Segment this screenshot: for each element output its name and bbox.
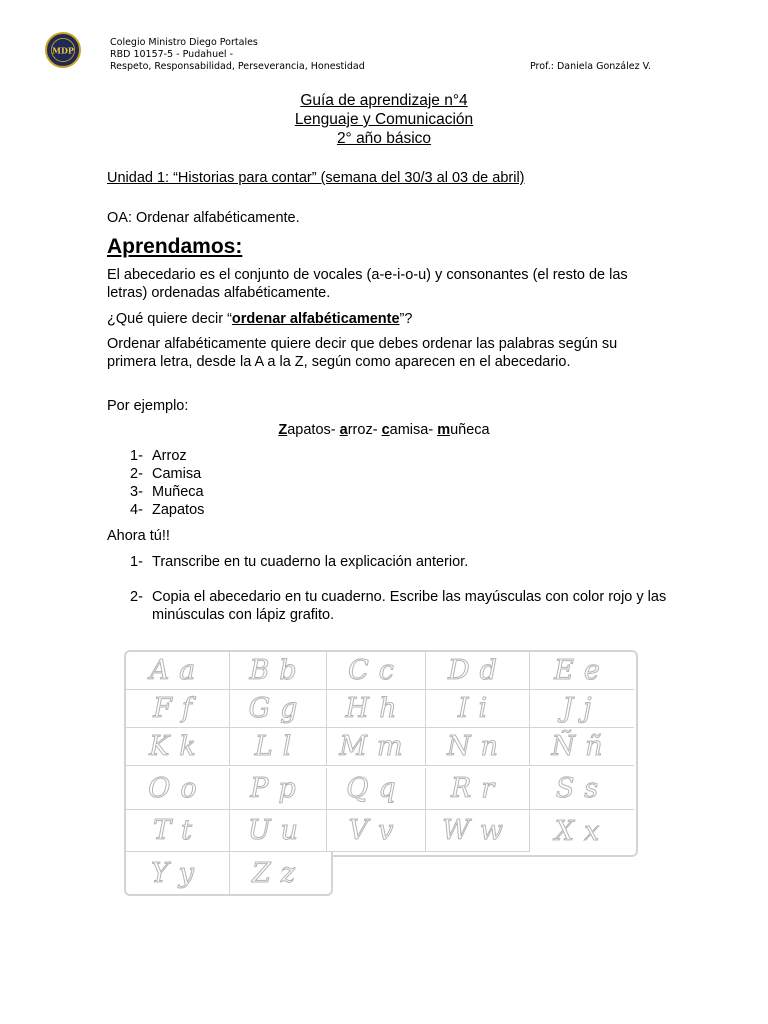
alphabet-cell: Uu [230, 810, 327, 852]
alphabet-cell: Gg [230, 690, 327, 728]
alphabet-cell: Cc [327, 652, 426, 690]
alphabet-cell: Vv [327, 810, 426, 852]
alphabet-cell: Yy [126, 852, 230, 894]
alphabet-cell: Ww [426, 810, 530, 852]
alphabet-cell: Ff [126, 690, 230, 728]
alphabet-cell: Pp [230, 768, 327, 810]
example-words [0, 422, 768, 438]
instruction-text: Transcribe en tu cuaderno la explicación anterior. [152, 554, 469, 570]
example-initial: Z [278, 422, 288, 438]
alphabet-cell: Aa [126, 652, 230, 690]
question-line [107, 310, 667, 328]
alphabet-cell: Zz [252, 857, 305, 889]
alphabet-cell: Kk [126, 728, 230, 766]
instruction-item [130, 588, 670, 624]
learning-objective: OA: Ordenar alfabéticamente. [107, 210, 300, 226]
instruction-text: Copia el abecedario en tu cuaderno. Escribe las mayúsculas con color rojo y las minúsculas con lápiz grafito. [152, 589, 667, 623]
list-item-number: 1- [130, 448, 143, 464]
question-suffix: ”? [399, 311, 413, 327]
list-item [130, 465, 204, 483]
example-initial: m [437, 422, 451, 438]
alphabet-cell: Nn [426, 728, 530, 766]
alphabet-cell: Ee [530, 652, 634, 690]
example-rest: uñeca [450, 422, 490, 438]
unit-heading: Unidad 1: “Historias para contar” (semana del 30/3 al 03 de abril) [107, 170, 525, 186]
instruction-number: 1- [130, 554, 143, 570]
question-highlight: ordenar alfabéticamente [231, 311, 400, 327]
alphabet-cell: Oo [126, 768, 230, 810]
list-item-text: Camisa [152, 466, 202, 482]
school-rbd: RBD 10157-5 - Pudahuel - [110, 49, 234, 60]
grade-title: 2° año básico [336, 130, 432, 147]
alphabet-cell: Jj [530, 690, 634, 728]
guide-title: Guía de aprendizaje n°4 [300, 92, 468, 109]
logo-text: MDP [52, 45, 74, 56]
instruction-number: 2- [130, 589, 143, 605]
alphabet-cell: Dd [426, 652, 530, 690]
list-item-number: 4- [130, 502, 143, 518]
list-item [130, 447, 204, 465]
list-item-text: Zapatos [152, 502, 205, 518]
instruction-item [130, 553, 670, 571]
alphabet-chart [124, 650, 636, 895]
alphabet-cell: Ss [530, 768, 634, 810]
example-rest: amisa- [389, 422, 438, 438]
alphabet-cell: Qq [327, 768, 426, 810]
teacher-name: Prof.: Daniela González V. [530, 61, 651, 72]
activity-label: Ahora tú!! [107, 528, 170, 544]
list-item-text: Muñeca [152, 484, 204, 500]
list-item-text: Arroz [152, 448, 187, 464]
explanation-paragraph: Ordenar alfabéticamente quiere decir que debes ordenar las palabras según su primera letra, desde la A a la Z, según como aparecen en el abecedario. [107, 336, 618, 370]
alphabet-cell: Ññ [530, 728, 634, 766]
alphabet-cell: Ii [426, 690, 530, 728]
ordered-list [130, 447, 204, 519]
list-item-number: 2- [130, 466, 143, 482]
example-initial: c [381, 422, 390, 438]
example-rest: apatos- [287, 422, 340, 438]
alphabet-cell: Rr [426, 768, 530, 810]
alphabet-cell: Ll [230, 728, 327, 766]
list-item-number: 3- [130, 484, 143, 500]
alphabet-cell: Mm [327, 728, 426, 766]
alphabet-cell: Xx [554, 815, 610, 847]
list-item [130, 483, 204, 501]
example-label: Por ejemplo: [107, 398, 189, 414]
alphabet-cell: Hh [327, 690, 426, 728]
intro-paragraph: El abecedario es el conjunto de vocales (a-e-i-o-u) y consonantes (el resto de las letras) ordenadas alfabéticamente. [107, 267, 628, 301]
alphabet-cell: Bb [230, 652, 327, 690]
school-values: Respeto, Responsabilidad, Perseverancia, Honestidad [110, 61, 365, 72]
section-title: Aprendamos: [107, 235, 243, 258]
subject-title: Lenguaje y Comunicación [294, 111, 474, 128]
alphabet-cell: Tt [126, 810, 230, 852]
school-name: Colegio Ministro Diego Portales [110, 37, 258, 48]
list-item [130, 501, 204, 519]
example-initial: a [339, 422, 348, 438]
example-rest: rroz- [347, 422, 382, 438]
question-prefix: ¿Qué quiere decir “ [107, 311, 232, 327]
school-logo [45, 32, 81, 68]
